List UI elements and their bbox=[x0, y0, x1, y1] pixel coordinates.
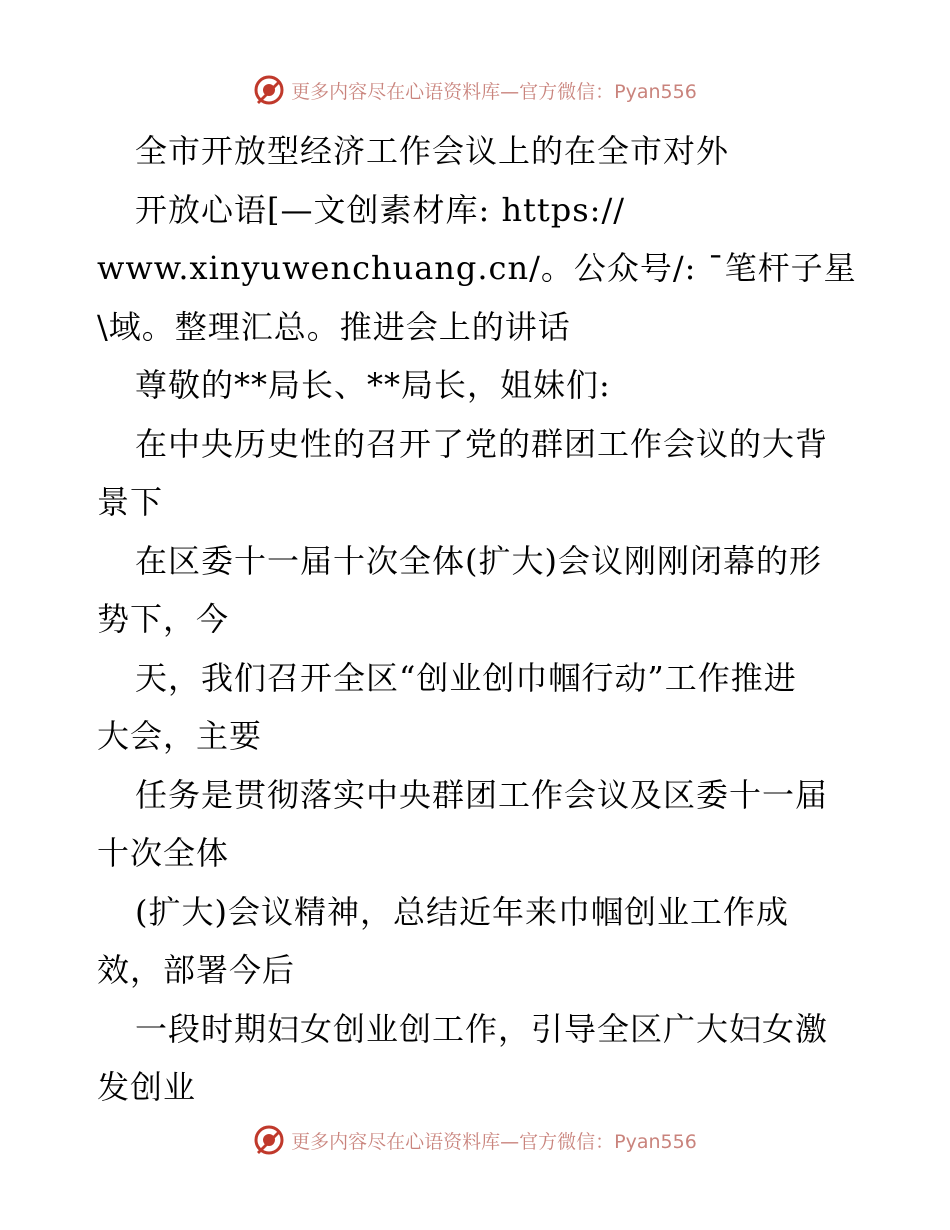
document-body bbox=[97, 122, 857, 1117]
footer-banner-text: 更多内容尽在心语资料库—官方微信：Pyan556 bbox=[291, 1130, 697, 1153]
body-line: 开放心语[—文创素材库: https:// bbox=[135, 190, 626, 229]
footer-banner bbox=[0, 1120, 950, 1160]
body-line: 任务是贯彻落实中央群团工作会议及区委十一届 bbox=[135, 775, 829, 814]
body-line: 全市开放型经济工作会议上的在全市对外 bbox=[135, 132, 730, 170]
header-banner-text: 更多内容尽在心语资料库—官方微信：Pyan556 bbox=[291, 80, 697, 103]
pen-logo-icon bbox=[253, 74, 285, 106]
body-line: 势下，今 bbox=[97, 600, 230, 638]
body-line: 在区委十一届十次全体(扩大)会议刚刚闭幕的形 bbox=[135, 541, 822, 580]
body-line: www.xinyuwenchuang.cn/。公众号/: ¯笔杆子星 bbox=[97, 249, 857, 287]
body-line: 发创业 bbox=[97, 1068, 197, 1106]
body-line: (扩大)会议精神，总结近年来巾帼创业工作成 bbox=[135, 892, 789, 931]
body-line: 在中央历史性的召开了党的群团工作会议的大背 bbox=[135, 424, 829, 463]
body-line: 十次全体 bbox=[97, 834, 230, 872]
body-line: \域。整理汇总。推进会上的讲话 bbox=[97, 307, 571, 346]
body-line: 大会，主要 bbox=[97, 717, 263, 755]
header-banner bbox=[0, 70, 950, 110]
body-line: 天，我们召开全区“创业创巾帼行动”工作推进 bbox=[135, 658, 797, 697]
pen-logo-icon bbox=[253, 1124, 285, 1156]
body-line: 尊敬的**局长、**局长，姐妹们: bbox=[135, 366, 611, 404]
body-line: 一段时期妇女创业创工作，引导全区广大妇女激 bbox=[135, 1009, 829, 1048]
body-line: 效，部署今后 bbox=[97, 951, 296, 989]
body-line: 景下 bbox=[97, 483, 164, 521]
